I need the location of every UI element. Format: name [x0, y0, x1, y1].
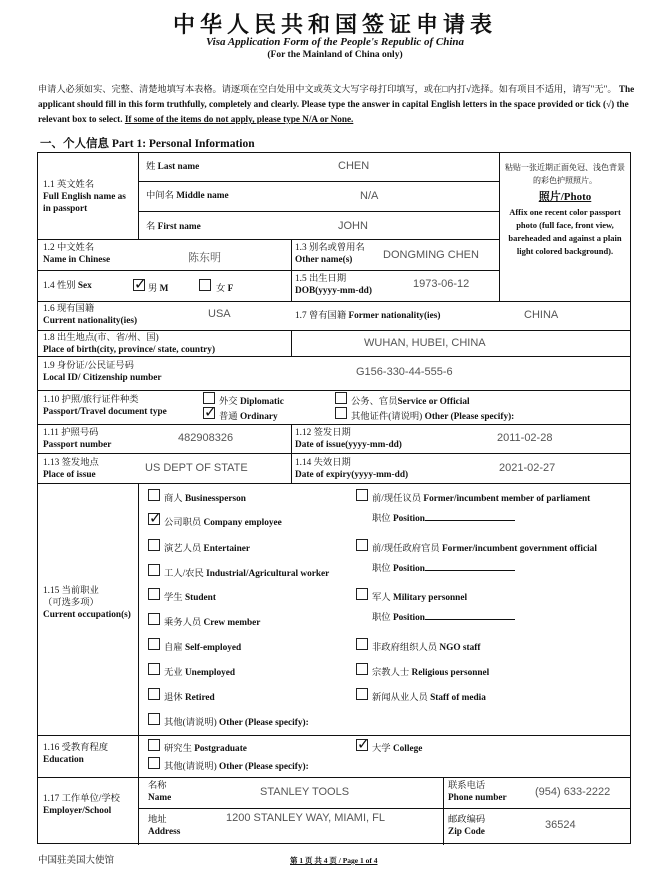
occ-student-checkbox[interactable] [148, 588, 160, 600]
label-en: M [159, 284, 169, 294]
occ-parliament-checkbox[interactable] [356, 489, 368, 501]
field-1-11-label [43, 427, 111, 451]
label-cn: 1.12 签发日期 [295, 428, 351, 438]
occ-company-employee-label [164, 514, 282, 528]
label-cn: 姓 [146, 162, 156, 172]
label-cn: 职位 [372, 613, 391, 623]
label-en: Former/incumbent government official [442, 544, 597, 554]
label-cn: 名称 [148, 781, 167, 791]
label-cn: 1.4 性别 [43, 281, 76, 291]
label-cn: 联系电话 [448, 781, 486, 791]
occ-company-employee-checkbox[interactable] [148, 513, 160, 525]
label-en: Unemployed [184, 668, 236, 678]
label-cn: 前/现任议员 [372, 494, 422, 504]
middle-name-value[interactable]: N/A [360, 190, 379, 202]
doc-ordinary-label [219, 408, 278, 422]
edu-postgrad-label [164, 740, 247, 754]
label-en: Other name(s) [295, 255, 353, 265]
label-cn: 1.1 英文姓名 [43, 180, 95, 190]
label-en: Date of expiry(yyyy-mm-dd) [295, 470, 409, 480]
label-cn: 1.7 曾有国籍 [295, 311, 347, 321]
label-cn: 1.11 护照号码 [43, 428, 99, 438]
label-cn: 1.13 签发地点 [43, 458, 99, 468]
edu-postgrad-checkbox[interactable] [148, 739, 160, 751]
application-form [37, 152, 631, 844]
label-en: Passport/Travel document type [43, 407, 167, 417]
label-cn: 工人/农民 [164, 569, 204, 579]
label-en: Retired [184, 693, 215, 703]
field-1-4-label [43, 280, 92, 292]
employer-address-label [148, 814, 180, 838]
label-en: Position [392, 514, 425, 524]
label-en: Businessperson [184, 494, 246, 504]
middle-name-label [146, 190, 229, 202]
photo-box[interactable] [504, 161, 626, 258]
field-1-13-label [43, 457, 99, 481]
employer-phone-value[interactable]: (954) 633-2222 [535, 786, 611, 798]
label-en: Current occupation(s) [43, 610, 131, 620]
employer-address-value[interactable]: 1200 STANLEY WAY, MIAMI, FL [226, 812, 385, 824]
label-cn: 1.3 别名或曾用名 [295, 243, 365, 253]
occ-gov-official-checkbox[interactable] [356, 539, 368, 551]
label-cn: 新闻从业人员 [372, 693, 428, 703]
last-name-value[interactable]: CHEN [338, 160, 370, 172]
label-en: Position [392, 564, 425, 574]
photo-instructions-en: Affix one recent color passport photo (full face, front view, bareheaded and against a plain light colored background). [508, 207, 622, 256]
label-en: F [227, 284, 234, 294]
label-cn: 宗教人士 [372, 668, 410, 678]
sex-male-label [148, 280, 168, 294]
sex-female-checkbox[interactable] [199, 279, 211, 291]
label-cn: 1.15 当前职业 [43, 586, 99, 596]
label-en: Place of issue [43, 470, 96, 480]
instructions-en: The applicant should fill in this form truthfully, completely and clearly. Please type the answer in capital English letters in the space provided or tick (√) the relevant box to select. [38, 84, 635, 124]
parliament-position[interactable] [372, 510, 515, 524]
edu-other-checkbox[interactable] [148, 757, 160, 769]
field-1-3-label [295, 242, 365, 266]
label-en: Military personnel [392, 593, 468, 603]
label-en: Former nationality(ies) [348, 311, 441, 321]
label-en: Other (Please specify): [219, 718, 309, 728]
occ-retired-checkbox[interactable] [148, 688, 160, 700]
doc-official-checkbox[interactable] [335, 392, 347, 404]
doc-other-label [351, 408, 514, 422]
place-of-birth-value[interactable]: WUHAN, HUBEI, CHINA [364, 337, 486, 349]
instructions [38, 82, 638, 127]
sex-male-checkbox[interactable] [133, 279, 145, 291]
instructions-en-underlined: If some of the items do not apply, please type N/A or None. [124, 114, 354, 124]
form-subtitle-2: (For the Mainland of China only) [267, 50, 403, 60]
occ-self-employed-checkbox[interactable] [148, 638, 160, 650]
footer-embassy: 中国驻美国大使馆 [38, 856, 115, 866]
footer-page-number: 第 1 页 共 4 页 / Page 1 of 4 [290, 856, 378, 865]
occ-worker-checkbox[interactable] [148, 564, 160, 576]
label-cn: 1.10 护照/旅行证件种类 [43, 395, 139, 405]
label-cn: 1.14 失效日期 [295, 458, 351, 468]
label-en: Education [43, 755, 84, 765]
military-position[interactable] [372, 609, 515, 623]
occ-businessperson-label [164, 490, 246, 504]
label-cn: 非政府组织人员 [372, 643, 438, 653]
label-en: Zip Code [448, 827, 485, 837]
employer-name-value[interactable]: STANLEY TOOLS [260, 786, 350, 798]
occ-religious-label [372, 664, 489, 678]
label-en: Address [148, 827, 181, 837]
label-en: Name in Chinese [43, 255, 111, 265]
label-en: Name [148, 793, 172, 803]
label-cn: 邮政编码 [448, 815, 486, 825]
date-of-issue-value[interactable]: 2011-02-28 [497, 432, 553, 444]
label-cn: 1.16 受教育程度 [43, 743, 109, 753]
passport-number-value[interactable]: 482908326 [178, 432, 234, 444]
label-cn: 1.6 现有国籍 [43, 304, 95, 314]
place-of-issue-value[interactable]: US DEPT OF STATE [145, 462, 248, 474]
label-en: Religious personnel [411, 668, 490, 678]
label-cn: 普通 [219, 412, 238, 422]
label-en: Date of issue(yyyy-mm-dd) [295, 440, 402, 450]
label-cn: 研究生 [164, 744, 192, 754]
label-cn: 1.9 身份证/公民证号码 [43, 361, 134, 371]
label-en: Industrial/Agricultural worker [206, 569, 330, 579]
occ-gov-official-label [372, 540, 597, 554]
field-1-5-label [295, 273, 372, 297]
label-cn: 自雇 [164, 643, 183, 653]
form-title: 中华人民共和国签证申请表 [172, 12, 497, 37]
occ-unemployed-checkbox[interactable] [148, 663, 160, 675]
edu-college-label [372, 740, 422, 754]
label-en: Full English name as in passport [43, 192, 126, 214]
occ-businessperson-checkbox[interactable] [148, 489, 160, 501]
occ-self-employed-label [164, 639, 241, 653]
label-en: Other (Please specify): [219, 762, 309, 772]
field-1-9-label [43, 360, 162, 384]
label-cn: 其他(请说明) [164, 718, 217, 728]
label-cn: 其他证件(请说明) [351, 412, 423, 422]
last-name-label [146, 161, 199, 173]
occ-entertainer-label [164, 540, 250, 554]
occ-unemployed-label [164, 664, 235, 678]
gov-official-position[interactable] [372, 560, 515, 574]
doc-official-label [351, 393, 470, 407]
form-subtitle: Visa Application Form of the People's Republic of China [205, 36, 465, 48]
section-heading: 一、个人信息 Part 1: Personal Information [40, 138, 255, 150]
occ-entertainer-checkbox[interactable] [148, 539, 160, 551]
label-cn: 职位 [372, 514, 391, 524]
local-id-value[interactable]: G156-330-44-555-6 [356, 366, 453, 378]
label-en: Local ID/ Citizenship number [43, 373, 162, 383]
occ-ngo-checkbox[interactable] [356, 638, 368, 650]
label-cn: 名 [146, 222, 156, 232]
occ-parliament-label [372, 490, 590, 504]
label-en: Ordinary [239, 412, 278, 422]
employer-zip-label [448, 814, 485, 838]
label-cn-2: （可选多项） [43, 598, 99, 608]
doc-other-checkbox[interactable] [335, 407, 347, 419]
label-cn: 1.5 出生日期 [295, 274, 347, 284]
sex-female-label [216, 280, 233, 294]
field-1-10-label [43, 394, 167, 418]
label-en: Student [184, 593, 216, 603]
label-cn: 乘务人员 [164, 618, 202, 628]
first-name-value[interactable]: JOHN [338, 220, 368, 232]
label-cn: 女 [216, 284, 226, 294]
occ-other-label [164, 714, 309, 728]
label-en: College [392, 744, 423, 754]
occ-crew-checkbox[interactable] [148, 613, 160, 625]
label-cn: 1.8 出生地点(市、省/州、国) [43, 333, 159, 343]
field-1-17-label [43, 793, 120, 817]
occ-retired-label [164, 689, 215, 703]
label-en: Diplomatic [239, 397, 284, 407]
label-en: Staff of media [430, 693, 486, 703]
label-en: Middle name [176, 191, 229, 201]
former-nationality-value[interactable]: CHINA [524, 309, 559, 321]
label-en: First name [157, 222, 201, 232]
occ-media-label [372, 689, 486, 703]
doc-diplomatic-label [219, 393, 284, 407]
label-cn: 1.2 中文姓名 [43, 243, 95, 253]
label-cn: 地址 [148, 815, 167, 825]
occ-military-label [372, 589, 467, 603]
label-cn: 学生 [164, 593, 183, 603]
label-en: Crew member [203, 618, 261, 628]
occ-religious-checkbox[interactable] [356, 663, 368, 675]
photo-label: 照片/Photo [538, 191, 592, 203]
employer-zip-value[interactable]: 36524 [545, 819, 576, 831]
field-1-16-label [43, 742, 108, 766]
occ-other-checkbox[interactable] [148, 713, 160, 725]
occ-worker-label [164, 565, 329, 579]
label-en: Last name [157, 162, 200, 172]
label-en: Company employee [203, 518, 282, 528]
label-en: Other (Please specify): [424, 412, 515, 422]
label-en: Sex [77, 281, 92, 291]
label-en: Passport number [43, 440, 112, 450]
label-cn: 其他(请说明) [164, 762, 217, 772]
field-1-14-label [295, 457, 408, 481]
field-1-7-label [295, 310, 440, 322]
label-cn: 商人 [164, 494, 183, 504]
current-nationality-value[interactable]: USA [208, 308, 231, 320]
photo-instructions-cn: 粘贴一张近期正面免冠、浅色背景的彩色护照照片。 [505, 163, 625, 185]
field-1-12-label [295, 427, 402, 451]
edu-college-checkbox[interactable] [356, 739, 368, 751]
dob-value[interactable]: 1973-06-12 [413, 278, 470, 290]
employer-name-label [148, 780, 171, 804]
label-en: Postgraduate [194, 744, 247, 754]
label-en: Service or Official [397, 397, 470, 407]
label-en: Former/incumbent member of parliament [423, 494, 591, 504]
label-cn: 1.17 工作单位/学校 [43, 794, 120, 804]
chinese-name-value[interactable]: 陈东明 [188, 251, 221, 264]
label-cn: 外交 [219, 397, 238, 407]
label-cn: 公务、官员 [351, 397, 398, 407]
occ-ngo-label [372, 639, 480, 653]
label-cn: 中间名 [146, 191, 174, 201]
label-en: Self-employed [184, 643, 242, 653]
label-en: Entertainer [203, 544, 251, 554]
label-en: DOB(yyyy-mm-dd) [295, 286, 372, 296]
instructions-cn: 申请人必须如实、完整、清楚地填写本表格。请逐项在空白处用中文或英文大写字母打印填写，或在□内打√选择。如有项目不适用，请写"无"。 [38, 84, 617, 94]
doc-ordinary-checkbox[interactable] [203, 407, 215, 419]
label-cn: 军人 [372, 593, 391, 603]
date-of-expiry-value[interactable]: 2021-02-27 [499, 462, 556, 474]
field-1-2-label [43, 242, 110, 266]
first-name-label [146, 221, 201, 233]
field-1-8-label [43, 332, 215, 356]
field-1-1-label [43, 179, 135, 215]
occ-media-checkbox[interactable] [356, 688, 368, 700]
label-cn: 无业 [164, 668, 183, 678]
occ-crew-label [164, 614, 260, 628]
employer-phone-label [448, 780, 507, 804]
field-1-6-label [43, 303, 137, 327]
label-cn: 退休 [164, 693, 183, 703]
label-en: Current nationality(ies) [43, 316, 138, 326]
field-1-15-label [43, 585, 135, 621]
edu-other-label [164, 758, 309, 772]
label-en: Employer/School [43, 806, 112, 816]
label-cn: 大学 [372, 744, 391, 754]
occ-military-checkbox[interactable] [356, 588, 368, 600]
label-cn: 前/现任政府官员 [372, 544, 440, 554]
other-names-value[interactable]: DONGMING CHEN [383, 249, 479, 261]
label-cn: 男 [148, 284, 158, 294]
label-cn: 职位 [372, 564, 391, 574]
label-en: Phone number [448, 793, 507, 803]
label-en: NGO staff [439, 643, 481, 653]
label-en: Place of birth(city, province/ state, country) [43, 345, 216, 355]
label-cn: 演艺人员 [164, 544, 202, 554]
label-en: Position [392, 613, 425, 623]
label-cn: 公司职员 [164, 518, 202, 528]
occ-student-label [164, 589, 216, 603]
